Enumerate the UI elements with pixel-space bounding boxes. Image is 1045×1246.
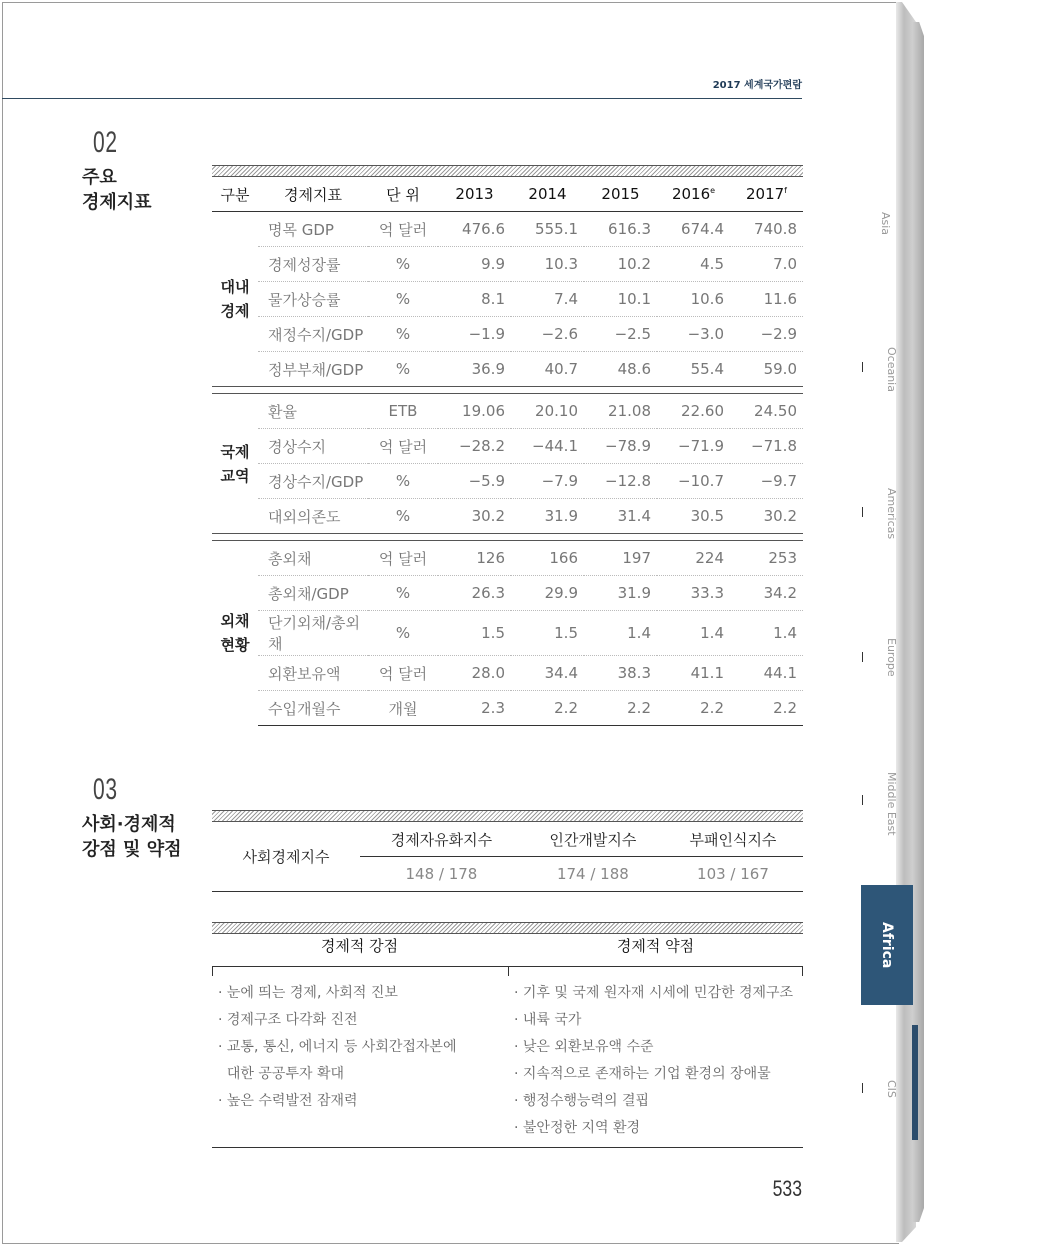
unit-cell: % — [368, 576, 438, 611]
value-cell: −71.8 — [730, 429, 803, 464]
value-cell: 30.5 — [657, 499, 730, 534]
unit-cell: % — [368, 499, 438, 534]
indicator-cell: 총외채/GDP — [258, 576, 368, 611]
value-cell: 10.6 — [657, 282, 730, 317]
unit-cell: % — [368, 282, 438, 317]
indicator-cell: 명목 GDP — [258, 212, 368, 247]
value-cell: −2.5 — [584, 317, 657, 352]
table-row — [212, 247, 803, 282]
value-cell: 253 — [730, 541, 803, 576]
table-row — [212, 656, 803, 691]
value-cell: 1.4 — [584, 611, 657, 656]
value-cell: −12.8 — [584, 464, 657, 499]
value-cell: −9.7 — [730, 464, 803, 499]
value-cell: 8.1 — [438, 282, 511, 317]
value-cell: −5.9 — [438, 464, 511, 499]
side-tab-africa[interactable]: Africa — [861, 885, 913, 1005]
value-cell: 48.6 — [584, 352, 657, 387]
side-tick — [862, 652, 863, 662]
list-item: · 불안정한 지역 환경 — [514, 1115, 793, 1142]
value-cell: 31.9 — [511, 499, 584, 534]
value-cell: 30.2 — [730, 499, 803, 534]
unit-cell: 억 달러 — [368, 656, 438, 691]
list-item: · 기후 및 국제 원자재 시세에 민감한 경제구조 — [514, 980, 793, 1007]
value-cell: −7.9 — [511, 464, 584, 499]
indicator-cell: 대외의존도 — [258, 499, 368, 534]
value-cell: 40.7 — [511, 352, 584, 387]
social-hatch-bar — [212, 810, 803, 822]
social-col-header: 인간개발지수 — [523, 822, 663, 857]
weaknesses-list — [514, 980, 793, 1142]
table-row — [212, 541, 803, 576]
header-cell: 2016e — [657, 177, 730, 212]
value-cell: 55.4 — [657, 352, 730, 387]
page-number: 533 — [772, 1176, 802, 1201]
value-cell: −2.6 — [511, 317, 584, 352]
value-cell: 36.9 — [438, 352, 511, 387]
table-row — [212, 429, 803, 464]
group-label: 외채 현황 — [220, 612, 250, 655]
group-separator — [212, 534, 803, 541]
value-cell: 31.9 — [584, 576, 657, 611]
unit-cell: % — [368, 247, 438, 282]
value-cell: −28.2 — [438, 429, 511, 464]
table-row — [212, 352, 803, 387]
value-cell: 7.4 — [511, 282, 584, 317]
value-cell: 19.06 — [438, 394, 511, 429]
side-tick — [862, 507, 863, 517]
table-row — [212, 212, 803, 247]
value-cell: 28.0 — [438, 656, 511, 691]
list-item: · 경제구조 다각화 진전 — [218, 1007, 456, 1034]
table-row — [212, 464, 803, 499]
indicator-cell: 경상수지 — [258, 429, 368, 464]
value-cell: −3.0 — [657, 317, 730, 352]
header-cell: 경제지표 — [258, 177, 368, 212]
value-cell: 29.9 — [511, 576, 584, 611]
group-separator — [212, 387, 803, 394]
table-row — [212, 691, 803, 726]
header-rule — [2, 98, 802, 99]
value-cell: 224 — [657, 541, 730, 576]
table-header-row — [212, 177, 803, 212]
value-cell: 476.6 — [438, 212, 511, 247]
indicator-cell: 수입개월수 — [258, 691, 368, 726]
indicator-cell: 물가상승률 — [258, 282, 368, 317]
group-label: 대내 경제 — [220, 278, 250, 320]
indicator-cell: 정부부채/GDP — [258, 352, 368, 387]
value-cell: 26.3 — [438, 576, 511, 611]
social-value: 174 / 188 — [523, 857, 663, 892]
social-col-header: 부패인식지수 — [663, 822, 803, 857]
list-item: · 낮은 외환보유액 수준 — [514, 1034, 793, 1061]
indicator-cell: 경상수지/GDP — [258, 464, 368, 499]
header-cell: 구분 — [212, 177, 258, 212]
side-tab-europe[interactable]: Europe — [885, 638, 898, 677]
section-number-03: 03 — [93, 773, 118, 806]
value-cell: 24.50 — [730, 394, 803, 429]
value-cell: 22.60 — [657, 394, 730, 429]
value-cell: 1.4 — [730, 611, 803, 656]
value-cell: 1.4 — [657, 611, 730, 656]
side-tab-americas[interactable]: Americas — [885, 488, 898, 540]
section-title-02: 주요 경제지표 — [82, 167, 152, 213]
value-cell: 10.2 — [584, 247, 657, 282]
side-tab-asia[interactable]: Asia — [879, 212, 892, 236]
value-cell: 1.5 — [511, 611, 584, 656]
indicator-cell: 단기외채/총외채 — [258, 611, 368, 656]
economic-indicators-table — [212, 177, 803, 726]
value-cell: −10.7 — [657, 464, 730, 499]
social-col-header: 경제자유화지수 — [360, 822, 523, 857]
indicator-cell: 총외채 — [258, 541, 368, 576]
sw-tick — [508, 966, 509, 976]
unit-cell: % — [368, 317, 438, 352]
sw-tick — [212, 966, 213, 976]
list-item: · 행정수행능력의 결핍 — [514, 1088, 793, 1115]
value-cell: 44.1 — [730, 656, 803, 691]
section-number-02: 02 — [93, 126, 118, 159]
social-value: 148 / 178 — [360, 857, 523, 892]
side-tab-cis[interactable]: CIS — [885, 1080, 898, 1098]
header-cell: 2014 — [511, 177, 584, 212]
value-cell: 674.4 — [657, 212, 730, 247]
value-cell: 33.3 — [657, 576, 730, 611]
list-item: · 높은 수력발전 잠재력 — [218, 1088, 456, 1115]
value-cell: 10.1 — [584, 282, 657, 317]
table-row — [212, 611, 803, 656]
indicator-cell: 환율 — [258, 394, 368, 429]
value-cell: 59.0 — [730, 352, 803, 387]
value-cell: 34.4 — [511, 656, 584, 691]
value-cell: 197 — [584, 541, 657, 576]
sw-hatch-bar — [212, 922, 803, 934]
value-cell: 34.2 — [730, 576, 803, 611]
list-item: 대한 공공투자 확대 — [226, 1066, 344, 1082]
strengths-header: 경제적 강점 — [320, 937, 399, 955]
value-cell: −1.9 — [438, 317, 511, 352]
side-tick — [862, 1083, 863, 1093]
value-cell: 616.3 — [584, 212, 657, 247]
section-title-03: 사회·경제적 강점 및 약점 — [82, 814, 182, 860]
side-tick — [862, 795, 863, 805]
value-cell: 2.2 — [657, 691, 730, 726]
group-label: 국제 교역 — [220, 442, 250, 485]
side-tick — [862, 362, 863, 372]
header-cell: 2015 — [584, 177, 657, 212]
value-cell: 4.5 — [657, 247, 730, 282]
value-cell: 21.08 — [584, 394, 657, 429]
value-cell: 740.8 — [730, 212, 803, 247]
value-cell: 20.10 — [511, 394, 584, 429]
table-row — [212, 394, 803, 429]
value-cell: 2.2 — [730, 691, 803, 726]
list-item: · 내륙 국가 — [514, 1007, 793, 1034]
list-item: · 지속적으로 존재하는 기업 환경의 장애물 — [514, 1061, 793, 1088]
social-value: 103 / 167 — [663, 857, 803, 892]
running-header: 2017 세계국가편람 — [712, 80, 802, 91]
value-cell: 2.2 — [584, 691, 657, 726]
value-cell: 30.2 — [438, 499, 511, 534]
value-cell: 126 — [438, 541, 511, 576]
unit-cell: % — [368, 352, 438, 387]
value-cell: −71.9 — [657, 429, 730, 464]
value-cell: −78.9 — [584, 429, 657, 464]
unit-cell: 억 달러 — [368, 429, 438, 464]
value-cell: 11.6 — [730, 282, 803, 317]
table-row — [212, 576, 803, 611]
unit-cell: % — [368, 464, 438, 499]
indicator-cell: 외환보유액 — [258, 656, 368, 691]
unit-cell: % — [368, 611, 438, 656]
weaknesses-header: 경제적 약점 — [616, 937, 695, 955]
indicator-cell: 경제성장률 — [258, 247, 368, 282]
unit-cell: 개월 — [368, 691, 438, 726]
value-cell: 555.1 — [511, 212, 584, 247]
value-cell: 2.2 — [511, 691, 584, 726]
unit-cell: ETB — [368, 394, 438, 429]
list-item: · 눈에 띄는 경제, 사회적 진보 — [218, 980, 456, 1007]
value-cell: 41.1 — [657, 656, 730, 691]
sw-bottom-rule — [212, 1147, 803, 1148]
value-cell: 38.3 — [584, 656, 657, 691]
value-cell: 31.4 — [584, 499, 657, 534]
list-item: · 교통, 통신, 에너지 등 사회간접자본에 — [218, 1034, 456, 1061]
value-cell: 1.5 — [438, 611, 511, 656]
header-cell: 단 위 — [368, 177, 438, 212]
header-cell: 2013 — [438, 177, 511, 212]
value-cell: −44.1 — [511, 429, 584, 464]
table-row — [212, 499, 803, 534]
sw-tick — [802, 966, 803, 976]
table-row — [212, 282, 803, 317]
tab-stripe — [912, 1025, 918, 1140]
indicator-cell: 재정수지/GDP — [258, 317, 368, 352]
value-cell: −2.9 — [730, 317, 803, 352]
unit-cell: 억 달러 — [368, 541, 438, 576]
header-cell: 2017$^f$ — [730, 177, 803, 212]
value-cell: 9.9 — [438, 247, 511, 282]
side-tab-oceania[interactable]: Oceania — [885, 347, 898, 392]
value-cell: 10.3 — [511, 247, 584, 282]
table-hatch-bar — [212, 165, 803, 177]
table-body — [212, 212, 803, 726]
side-tab-middle-east[interactable]: Middle East — [885, 772, 898, 836]
value-cell: 166 — [511, 541, 584, 576]
strengths-list — [218, 980, 456, 1115]
table-row — [212, 317, 803, 352]
value-cell: 7.0 — [730, 247, 803, 282]
unit-cell: 억 달러 — [368, 212, 438, 247]
value-cell: 2.3 — [438, 691, 511, 726]
social-row-label: 사회경제지수 — [212, 822, 360, 892]
social-index-table — [212, 822, 803, 892]
